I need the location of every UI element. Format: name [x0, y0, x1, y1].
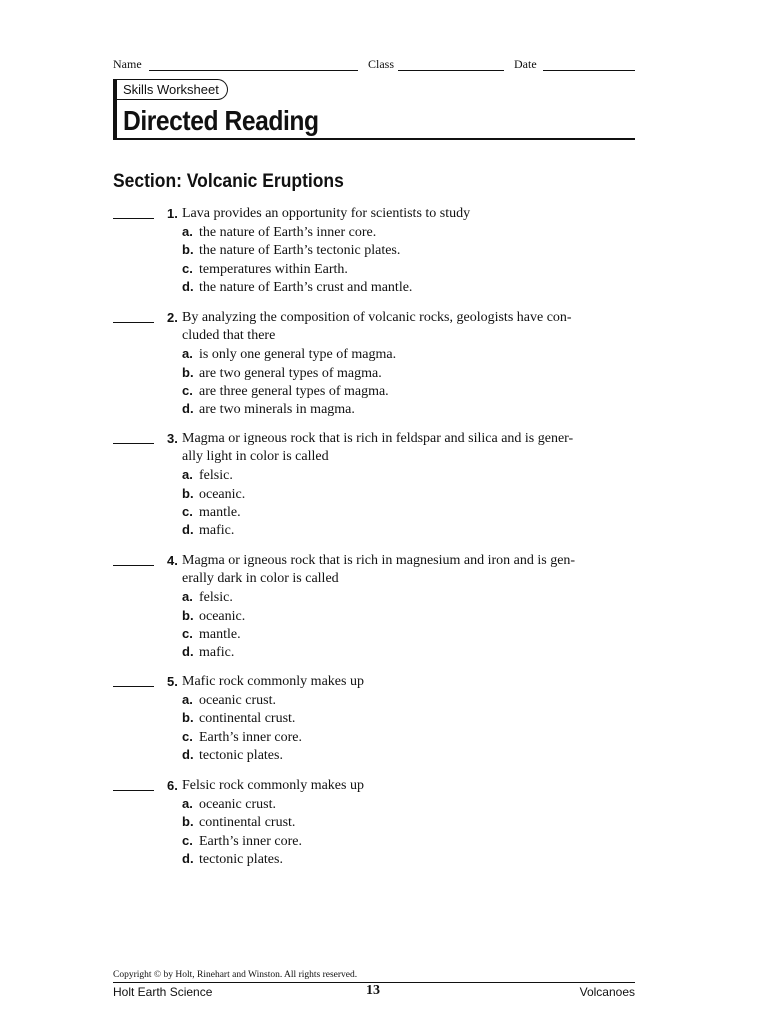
section-title: Section: Volcanic Eruptions — [113, 171, 344, 192]
option-c — [182, 503, 245, 521]
date-field[interactable] — [543, 70, 635, 71]
option-b — [182, 241, 412, 259]
option-list — [182, 223, 412, 296]
option-letter: a. — [182, 692, 193, 708]
option-a — [182, 795, 302, 813]
option-list — [182, 795, 302, 868]
option-letter: c. — [182, 260, 193, 276]
option-letter: a. — [182, 589, 193, 605]
option-text: mantle. — [199, 504, 241, 520]
question-stem — [182, 309, 627, 345]
option-d — [182, 643, 245, 661]
option-text: the nature of Earth’s inner core. — [199, 225, 377, 241]
option-text: Earth’s inner core. — [199, 833, 303, 849]
option-text: tectonic plates. — [199, 851, 283, 867]
option-b — [182, 709, 302, 727]
option-d — [182, 400, 396, 418]
option-d — [182, 521, 245, 539]
stem-line: Mafic rock commonly makes up — [182, 674, 364, 689]
option-letter: d. — [182, 278, 194, 294]
answer-blank[interactable] — [113, 686, 154, 687]
option-letter: b. — [182, 710, 194, 726]
option-letter: d. — [182, 400, 194, 416]
option-text: mafic. — [199, 644, 235, 660]
option-c — [182, 832, 302, 850]
option-letter: d. — [182, 746, 194, 762]
option-letter: c. — [182, 625, 193, 641]
option-letter: a. — [182, 796, 193, 812]
option-text: the nature of Earth’s crust and mantle. — [199, 279, 413, 295]
option-letter: b. — [182, 607, 194, 623]
option-text: felsic. — [199, 468, 233, 484]
option-list — [182, 345, 396, 418]
question-stem — [182, 552, 627, 588]
option-a — [182, 588, 245, 606]
stem-line: Magma or igneous rock that is rich in feldspar and silica and is gener- — [182, 431, 574, 446]
option-c — [182, 625, 245, 643]
question-stem — [182, 430, 627, 466]
answer-blank[interactable] — [113, 218, 154, 219]
option-a — [182, 345, 396, 363]
option-text: the nature of Earth’s tectonic plates. — [199, 243, 401, 259]
option-d — [182, 746, 302, 764]
question-number: 3. — [167, 431, 178, 446]
option-b — [182, 364, 396, 382]
option-text: continental crust. — [199, 815, 296, 831]
option-letter: b. — [182, 814, 194, 830]
option-a — [182, 691, 302, 709]
question-number: 2. — [167, 310, 178, 325]
option-letter: a. — [182, 346, 193, 362]
option-text: is only one general type of magma. — [199, 347, 397, 363]
option-list — [182, 466, 245, 539]
ribbon-label: Skills Worksheet — [113, 79, 228, 100]
option-text: oceanic crust. — [199, 797, 276, 813]
option-c — [182, 382, 396, 400]
option-b — [182, 485, 245, 503]
question-number: 1. — [167, 206, 178, 221]
option-letter: c. — [182, 728, 193, 744]
option-b — [182, 813, 302, 831]
option-text: continental crust. — [199, 711, 296, 727]
option-letter: a. — [182, 224, 193, 240]
option-text: are two minerals in magma. — [199, 401, 355, 417]
option-text: temperatures within Earth. — [199, 261, 348, 277]
option-a — [182, 466, 245, 484]
page-title: Directed Reading — [123, 105, 319, 136]
option-text: oceanic. — [199, 486, 246, 502]
stem-line: cluded that there — [182, 328, 276, 344]
question-number: 5. — [167, 674, 178, 689]
answer-blank[interactable] — [113, 565, 154, 566]
question-stem — [182, 673, 627, 691]
name-label: Name — [113, 57, 142, 71]
footer-chapter: Volcanoes — [579, 985, 635, 999]
option-text: oceanic crust. — [199, 693, 276, 709]
option-text: tectonic plates. — [199, 747, 283, 763]
worksheet-ribbon — [113, 79, 228, 100]
option-d — [182, 850, 302, 868]
option-text: felsic. — [199, 590, 233, 606]
option-letter: a. — [182, 467, 193, 483]
class-field[interactable] — [398, 70, 504, 71]
option-letter: d. — [182, 643, 194, 659]
option-c — [182, 728, 302, 746]
answer-blank[interactable] — [113, 322, 154, 323]
option-d — [182, 278, 412, 296]
option-b — [182, 607, 245, 625]
option-text: mantle. — [199, 626, 241, 642]
footer-book-title: Holt Earth Science — [113, 985, 213, 999]
question-number: 6. — [167, 778, 178, 793]
option-letter: d. — [182, 850, 194, 866]
answer-blank[interactable] — [113, 443, 154, 444]
option-c — [182, 260, 412, 278]
question-stem — [182, 777, 627, 795]
question-number: 4. — [167, 553, 178, 568]
option-list — [182, 588, 245, 661]
option-letter: b. — [182, 364, 194, 380]
page-number: 13 — [366, 983, 380, 998]
option-letter: c. — [182, 832, 193, 848]
option-letter: b. — [182, 485, 194, 501]
answer-blank[interactable] — [113, 790, 154, 791]
copyright-notice: Copyright © by Holt, Rinehart and Winston. All rights reserved. — [113, 970, 358, 980]
name-field[interactable] — [149, 70, 358, 71]
question-stem: Lava provides an opportunity for scientists to study — [182, 206, 471, 221]
stem-line: Felsic rock commonly makes up — [182, 778, 364, 793]
option-letter: c. — [182, 382, 193, 398]
class-label: Class — [368, 57, 395, 71]
option-letter: c. — [182, 503, 193, 519]
stem-line: ally light in color is called — [182, 449, 329, 465]
option-text: are two general types of magma. — [199, 365, 382, 381]
title-rule — [113, 138, 635, 140]
option-letter: d. — [182, 521, 194, 537]
student-info-row — [113, 57, 635, 73]
stem-line: By analyzing the composition of volcanic rocks, geologists have con- — [182, 310, 572, 325]
option-list — [182, 691, 302, 764]
stem-line: Magma or igneous rock that is rich in magnesium and iron and is gen- — [182, 553, 576, 568]
option-text: mafic. — [199, 522, 235, 538]
option-text: oceanic. — [199, 608, 246, 624]
option-text: are three general types of magma. — [199, 383, 389, 399]
date-label: Date — [514, 57, 537, 71]
option-letter: b. — [182, 242, 194, 258]
option-a — [182, 223, 412, 241]
stem-line: erally dark in color is called — [182, 571, 339, 587]
option-text: Earth’s inner core. — [199, 729, 303, 745]
